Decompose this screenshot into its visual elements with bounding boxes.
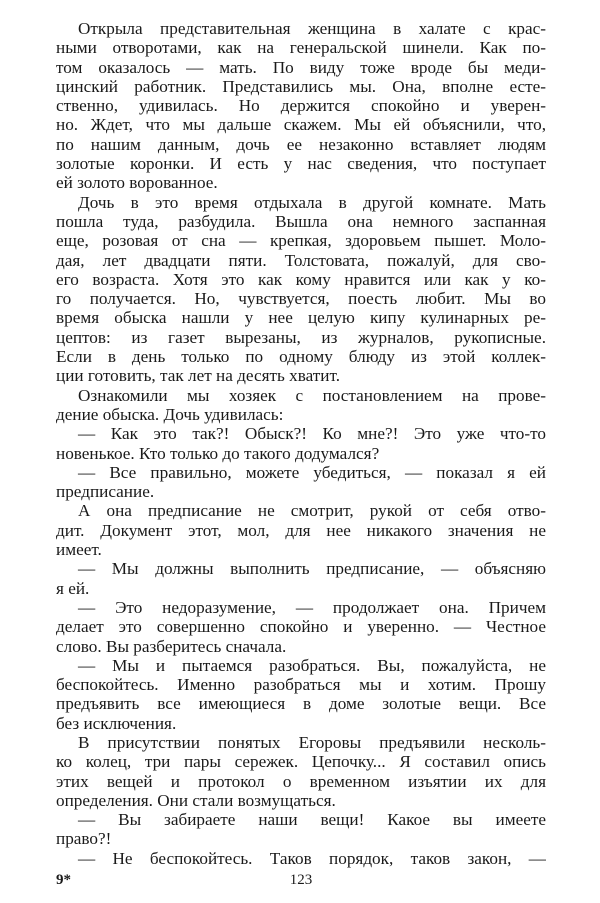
paragraph xyxy=(56,849,546,868)
paragraph xyxy=(56,386,546,425)
text-line: предписание. xyxy=(56,482,155,502)
text-line: определения. Они стали возмущаться. xyxy=(56,790,336,810)
text-line: время обыска нашли у нее целую кипу кулинарных ре- xyxy=(56,308,546,328)
text-line: — Вы забираете наши вещи! Какое вы имеете xyxy=(78,810,546,830)
paragraph xyxy=(56,810,546,849)
text-line: без исключения. xyxy=(56,713,177,733)
page-number: 123 xyxy=(289,872,313,888)
text-line: — Это недоразумение, — продолжает она. Причем xyxy=(78,597,546,617)
text-line: ей золото ворованное. xyxy=(56,173,218,193)
paragraph xyxy=(56,424,546,463)
book-page-text xyxy=(56,19,546,868)
text-line: беспокойтесь. Именно разобраться мы и хотим. Прошу xyxy=(56,675,546,695)
text-line: новенькое. Кто только до такого додумался? xyxy=(56,443,380,463)
text-line: го получается. Но, чувствуется, поесть любит. Мы во xyxy=(56,289,546,309)
paragraph xyxy=(56,656,546,733)
text-line: делает это совершенно спокойно и уверенно. — Честное xyxy=(56,617,546,637)
text-line: А она предписание не смотрит, рукой от себя отво- xyxy=(78,501,546,521)
paragraph xyxy=(56,733,546,810)
text-line: право?! xyxy=(56,829,112,849)
text-line: ко колец, три пары сережек. Цепочку... Я составил опись xyxy=(56,752,546,772)
text-line: цинский работник. Представились мы. Она, вполне есте- xyxy=(56,76,546,96)
text-line: — Мы должны выполнить предписание, — объясняю xyxy=(78,559,546,579)
text-line: — Все правильно, можете убедиться, — показал я ей xyxy=(78,462,546,482)
text-line: еще, розовая от сна — крепкая, здоровьем пышет. Моло- xyxy=(56,231,546,251)
text-line: — Мы и пытаемся разобраться. Вы, пожалуйста, не xyxy=(78,655,546,675)
text-line: я ей. xyxy=(56,578,90,598)
text-line: дение обыска. Дочь удивилась: xyxy=(56,404,284,424)
paragraph xyxy=(56,501,546,559)
text-line: имеет. xyxy=(56,540,102,560)
text-line: пошла туда, разбудила. Вышла она немного заспанная xyxy=(56,211,546,231)
text-line: дая, лет двадцати пяти. Толстовата, пожалуй, для сво- xyxy=(56,250,546,270)
text-line: предъявить все имеющиеся в доме золотые вещи. Все xyxy=(56,694,546,714)
paragraph xyxy=(56,559,546,598)
page-footer xyxy=(56,872,546,892)
text-line: ции готовить, так лет на десять хватит. xyxy=(56,366,341,386)
text-line: дит. Документ этот, мол, для нее никакого значения не xyxy=(56,520,546,540)
text-line: его возраста. Хотя это как кому нравится или как у ко- xyxy=(56,269,546,289)
paragraph xyxy=(56,463,546,502)
paragraph xyxy=(56,19,546,193)
text-line: но. Ждет, что мы дальше скажем. Мы ей объяснили, что, xyxy=(56,115,546,135)
text-line: В присутствии понятых Егоровы предъявили несколь- xyxy=(78,732,546,752)
text-line: ными отворотами, как на генеральской шинели. Как по- xyxy=(56,38,546,58)
text-line: Открыла представительная женщина в халате с крас- xyxy=(78,19,546,38)
text-line: золотые коронки. И есть у нас сведения, что поступает xyxy=(56,154,546,174)
text-line: этих вещей и протокол о временном изъятии их для xyxy=(56,771,546,791)
text-line: — Как это так?! Обыск?! Ко мне?! Это уже что-то xyxy=(78,424,546,444)
text-line: том оказалось — мать. По виду тоже вроде бы меди- xyxy=(56,57,546,77)
paragraph xyxy=(56,598,546,656)
text-line: Если в день только по одному блюду из этой коллек- xyxy=(56,347,546,367)
text-line: по нашим данным, дочь ее незаконно вставляет людям xyxy=(56,134,546,154)
text-line: цептов: из газет вырезаны, из журналов, рукописные. xyxy=(56,327,546,347)
paragraph xyxy=(56,193,546,386)
text-line: ственно, удивилась. Но держится спокойно и уверен- xyxy=(56,96,546,116)
text-line: Ознакомили мы хозяек с постановлением на прове- xyxy=(78,385,546,405)
text-line: Дочь в это время отдыхала в другой комнате. Мать xyxy=(78,192,546,212)
text-line: — Не беспокойтесь. Таков порядок, таков закон, — xyxy=(78,848,546,868)
text-line: слово. Вы разберитесь сначала. xyxy=(56,636,287,656)
printer-signature-mark: 9* xyxy=(56,872,71,888)
